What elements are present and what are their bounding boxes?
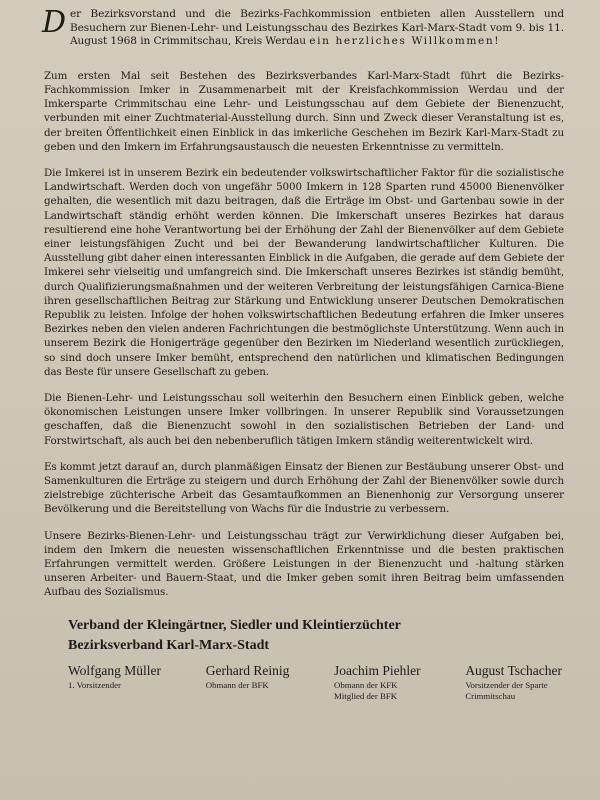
drop-cap: D (42, 5, 66, 40)
signatory (465, 662, 562, 702)
signatory-role-secondary: Mitglied der BFK (334, 690, 398, 701)
signatory-role-secondary: Crimmitschau (465, 690, 516, 701)
intro-text: er Bezirksvorstand und die Bezirks-Fachkommission entbieten allen Ausstellern und Besuchern zur Bienen-Lehr- und Leistungsschau des Bezirkes Karl-Marx-Stadt vom 9. bis 11. August 1968 in Crimmitschau, Kreis Werdau (69, 8, 564, 48)
organization-subname: Bezirksverband Karl-Marx-Stadt (68, 637, 270, 653)
signatory-role: Vorsitzender der Sparte (465, 679, 548, 690)
greeting: ein herzliches Willkommen! (309, 35, 501, 48)
signatory-name: Joachim Piehler (334, 662, 421, 678)
signatory-role: Obmann der KFK (334, 679, 398, 690)
signatory-name: Wolfgang Müller (68, 662, 162, 678)
signatory-name: August Tschacher (465, 662, 562, 678)
body-paragraph: Zum ersten Mal seit Bestehen des Bezirksverbandes Karl-Marx-Stadt führt die Bezirks-Fachkommission Imker in Zusammenarbeit mit der Kreisfachkommission Werdau und der Imkersparte Crimmitschau eine Lehr- und Leistungsschau auf dem Gebiete der Bienenzucht, verbunden mit einer Zuchtmaterial-Ausstellung durch. Sinn und Zweck dieser Veranstaltung ist es, der breiten Öffentlichkeit einen Einblick in das imkerliche Geschehen im Bezirk Karl-Marx-Stadt zu geben und den Imkern im Erfahrungsaustausch die neuesten Erkenntnisse zu vermitteln. (44, 69, 564, 153)
signatory (206, 662, 290, 702)
signatory-role: 1. Vorsitzender (68, 679, 121, 690)
body-paragraph: Die Imkerei ist in unserem Bezirk ein bedeutender volkswirtschaftlicher Faktor für die sozialistische Landwirtschaft. Werden doch von ungefähr 5000 Imkern in 128 Sparten rund 45000 Bienenvölker gehalten, die wesentlich mit dazu beitragen, daß die Erträge im Obst- und Gartenbau sowie in der Landwirtschaft ständig erhöht werden können. Die Imkerschaft unseres Bezirkes hat daraus resultierend eine hohe Verantwortung bei der Erhöhung der Zahl der Bienenvölker auf dem Gebiete einer leistungsfähigen Zucht und bei der Bewanderung landwirtschaftlicher Kulturen. Die Ausstellung gibt daher einen interessanten Einblick in die Aufgaben, die gerade auf dem Gebiete der Imkerei sehr vielseitig und umfangreich sind. Die Imkerschaft unseres Bezirkes ist ständig bemüht, durch Qualifizierungsmaßnahmen und der weiteren Verbreitung der leistungsfähigen Carnica-Biene ihren gesellschaftlichen Beitrag zur Stärkung und Entwicklung unserer Deutschen Demokratischen Republik zu leisten. Infolge der hohen volkswirtschaftlichen Bedeutung erfahren die Imker unseres Bezirkes neben den vielen anderen Fachrichtungen die bestmöglichste Unterstützung. Wenn auch in unserem Bezirk die Honigerträge gegenüber den Bezirken im Niederland wesentlich zurückliegen, so sind doch unsere Imker bemüht, entsprechend den natürlichen und klimatischen Bedingungen das Beste für unsere Gesellschaft zu geben. (44, 167, 564, 378)
signatory (68, 662, 161, 702)
signatory-role: Obmann der BFK (205, 679, 269, 690)
signatory-name: Gerhard Reinig (205, 662, 290, 678)
body-paragraph: Unsere Bezirks-Bienen-Lehr- und Leistungsschau trägt zur Verwirklichung dieser Aufgaben bei, indem den Imkern die neuesten wissenschaftlichen Erkenntnisse und die besten praktischen Erfahrungen vermittelt werden. Größere Leistungen in der Bienenzucht und -haltung stärken unseren Arbeiter- und Bauern-Staat, und die Imker geben somit ihren Beitrag beim umfassenden Aufbau des Sozialismus. (44, 529, 564, 599)
body-paragraph: Die Bienen-Lehr- und Leistungsschau soll weiterhin den Besuchern einen Einblick geben, welche ökonomischen Leistungen unsere Imker vollbringen. In unserer Republik sind Voraussetzungen geschaffen, daß die Bienenzucht sowohl in den sozialistischen Betrieben der Land- und Forstwirtschaft, als auch bei den nebenberuflich tätigen Imkern ständig weiterentwickelt wird. (44, 392, 564, 447)
organization-name: Verband der Kleingärtner, Siedler und Kleintierzüchter (68, 617, 401, 633)
signature-block (44, 616, 564, 702)
signatories (68, 662, 564, 702)
signatory (334, 662, 421, 702)
body-paragraph: Es kommt jetzt darauf an, durch planmäßigen Einsatz der Bienen zur Bestäubung unserer Obst- und Samenkulturen die Erträge zu steigern und durch Erhöhung der Zahl der Bienenvölker sowie durch zielstrebige züchterische Arbeit das Gesamtaufkommen an Bienenhonig zur Versorgung unserer Bevölkerung und die Bereitstellung von Wachs für die Industrie zu verbessern. (44, 460, 564, 516)
intro-paragraph (42, 5, 564, 49)
